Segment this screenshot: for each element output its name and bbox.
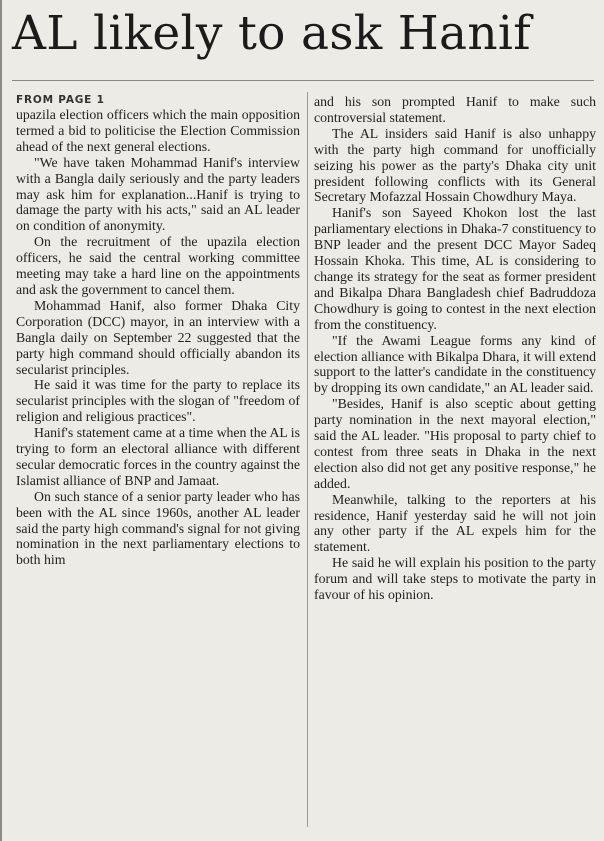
paragraph: He said it was time for the party to replace its secularist principles with the slogan of "freedom of religion and religious practices". — [16, 377, 300, 425]
paragraph: On such stance of a senior party leader who has been with the AL since 1960s, another AL leader said the party high command's signal for not giving nomination in the next parliamentary elections to both him — [16, 488, 300, 568]
left-column — [16, 94, 300, 568]
paragraph: and his son prompted Hanif to make such controversial statement. — [314, 94, 596, 125]
paragraph: On the recruitment of the upazila election officers, he said the central working committee meeting may take a hard line on the appointments and ask the government to cancel them. — [16, 234, 300, 297]
paragraph: "If the Awami League forms any kind of election alliance with Bikalpa Dhara, it will extend support to the latter's candidate in the constituency by dropping its own candidate," an AL leader said. — [314, 332, 596, 396]
paragraph: The AL insiders said Hanif is also unhappy with the party high command for unofficially seizing his power as the party's Dhaka city unit president following conflicts with its General Secretary Mofazzal Hossain Chowdhury Maya. — [314, 125, 596, 205]
headline: AL likely to ask Hanif — [12, 6, 531, 61]
paragraph: Hanif's statement came at a time when the AL is trying to form an electoral alliance with different secular democratic forces in the country against the Islamist alliance of BNP and Jamaat. — [16, 425, 300, 488]
from-page-label: FROM PAGE 1 — [16, 94, 105, 106]
right-column — [314, 94, 596, 603]
headline-rule — [12, 80, 594, 81]
paragraph: "Besides, Hanif is also sceptic about getting party nomination in the next mayoral election," said the AL leader. "His proposal to party chief to contest from three seats in Dhaka in the next election also did not get any positive response," he added. — [314, 396, 596, 491]
paragraph: upazila election officers which the main opposition termed a bid to politicise the Election Commission ahead of the next general elections. — [16, 107, 300, 154]
column-divider — [307, 92, 308, 827]
paragraph: He said he will explain his position to the party forum and will take steps to motivate the party in favour of his opinion. — [314, 555, 596, 603]
paragraph: "We have taken Mohammad Hanif's interview with a Bangla daily seriously and the party leaders may ask him for explanation...Hanif is trying to damage the party with his acts," said an AL leader on condition of anonymity. — [16, 154, 300, 234]
paragraph: Meanwhile, talking to the reporters at his residence, Hanif yesterday said he will not join any other party if the AL expels him for the statement. — [314, 491, 596, 555]
paragraph: Hanif's son Sayeed Khokon lost the last parliamentary elections in Dhaka-7 constituency to BNP leader and the present DCC Mayor Sadeq Hossain Khoka. This time, AL is considering to change its strategy for the seat as former president and Bikalpa Dhara Bangladesh chief Badruddoza Chowdhury is going to contest in the next election from the constituency. — [314, 205, 596, 332]
paragraph: Mohammad Hanif, also former Dhaka City Corporation (DCC) mayor, in an interview with a Bangla daily on September 22 suggested that the party high command should officially abandon its secularist principles. — [16, 297, 300, 377]
